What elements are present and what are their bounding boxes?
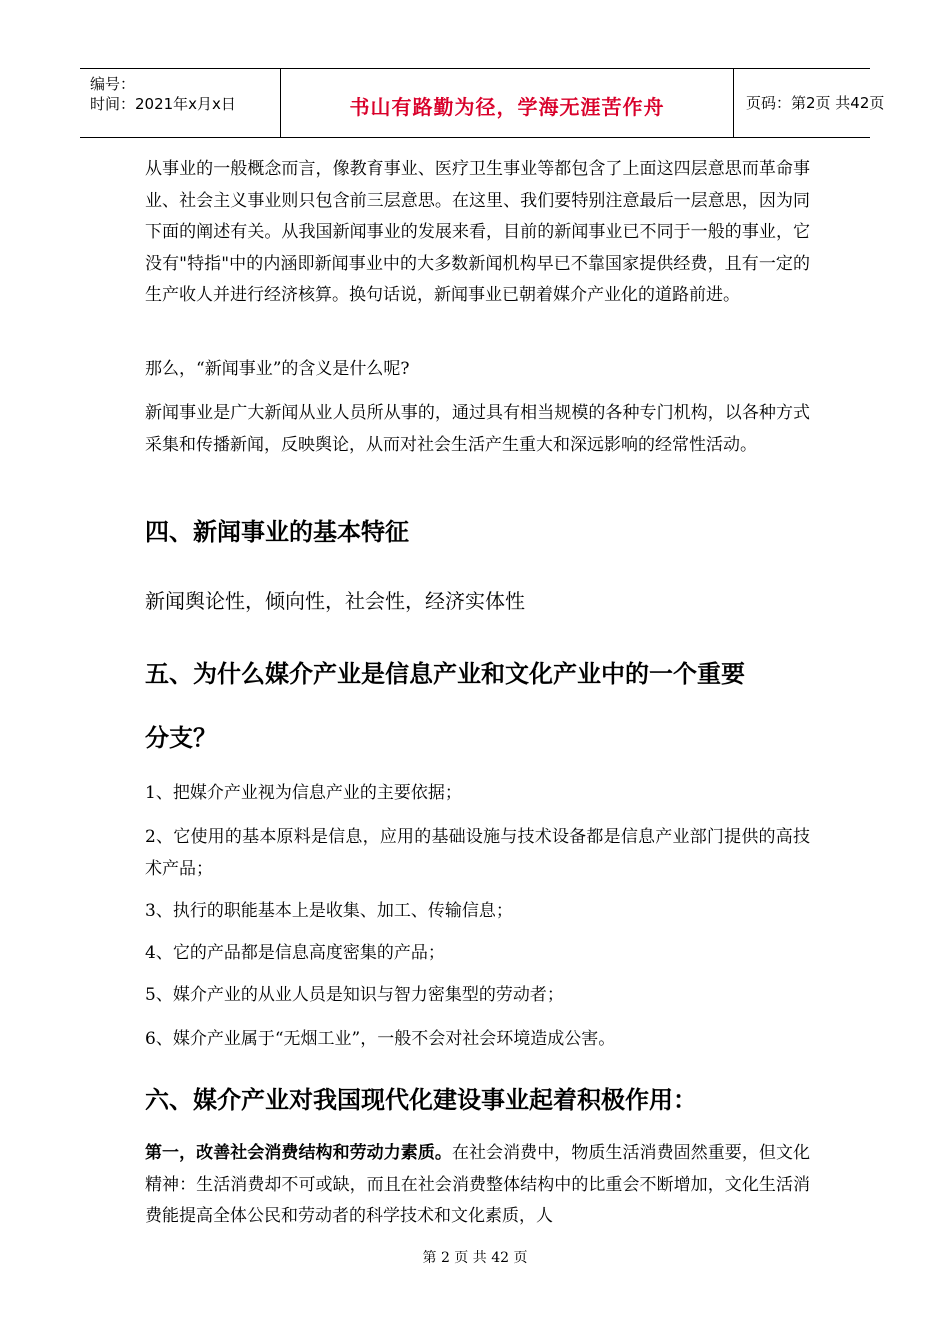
page-info: 页码：第2页 共42页 (746, 94, 885, 112)
heading-section-4: 四、新闻事业的基本特征 (145, 518, 409, 546)
list-item-4: 4、它的产品都是信息高度密集的产品； (145, 943, 445, 963)
header-info-cell (80, 69, 281, 137)
heading-section-5-line-1: 五、为什么媒介产业是信息产业和文化产业中的一个重要 (145, 660, 745, 688)
page-footer: 第 2 页 共 42 页 (422, 1250, 528, 1266)
header-page-cell (734, 69, 885, 137)
header-motto-cell (281, 69, 734, 137)
paragraph-3: 新闻事业是广大新闻从业人员所从事的，通过具有相当规模的各种专门机构，以各种方式采集和传播新闻，反映舆论，从而对社会生活产生重大和深远影响的经常性活动。 (145, 403, 810, 455)
list-item-5: 5、媒介产业的从业人员是知识与智力密集型的劳动者； (145, 985, 564, 1005)
paragraph-last-body: 在社会消费中，物质生活消费固然重要，但文化精神：生活消费却不可或缺，而且在社会消费整体结构中的比重会不断增加，文化生活消费能提高全体公民和劳动者的科学技术和文化素质，人 (145, 1143, 811, 1226)
paragraph-last-lead: 第一，改善社会消费结构和劳动力素质。 (145, 1143, 452, 1163)
motto: 书山有路勤为径，学海无涯苦作舟 (349, 95, 665, 119)
list-item-6: 6、媒介产业属于“无烟工业”，一般不会对社会环境造成公害。 (145, 1029, 616, 1049)
time-label: 时间：2021年x月x日 (90, 95, 236, 113)
paragraph-2: 那么，“新闻事业”的含义是什么呢? (145, 359, 410, 379)
list-item-1: 1、把媒介产业视为信息产业的主要依据； (145, 783, 462, 803)
heading-section-5-line-2: 分支？ (145, 724, 217, 752)
paragraph-1: 从事业的一般概念而言，像教育事业、医疗卫生事业等都包含了上面这四层意思而革命事业、社会主义事业则只包含前三层意思。在这里、我们要特别注意最后一层意思，因为同下面的阐述有关。从我国新闻事业的发展来看，目前的新闻事业已不同于一般的事业，它没有"特指"中的内涵即新闻事业中的大多数新闻机构早已不靠国家提供经费，且有一定的生产收人并进行经济核算。换句话说，新闻事业已朝着媒介产业化的道路前进。 (145, 159, 810, 305)
list-item-3: 3、执行的职能基本上是收集、加工、传输信息； (145, 901, 513, 921)
paragraph-last (145, 1138, 810, 1233)
list-item-2: 2、它使用的基本原料是信息，应用的基础设施与技术设备都是信息产业部门提供的高技术产品； (145, 827, 810, 879)
page-header-table (80, 68, 885, 138)
features-line: 新闻舆论性，倾向性，社会性，经济实体性 (145, 589, 525, 613)
number-label: 编号： (90, 75, 136, 93)
heading-section-6: 六、媒介产业对我国现代化建设事业起着积极作用： (145, 1086, 697, 1114)
